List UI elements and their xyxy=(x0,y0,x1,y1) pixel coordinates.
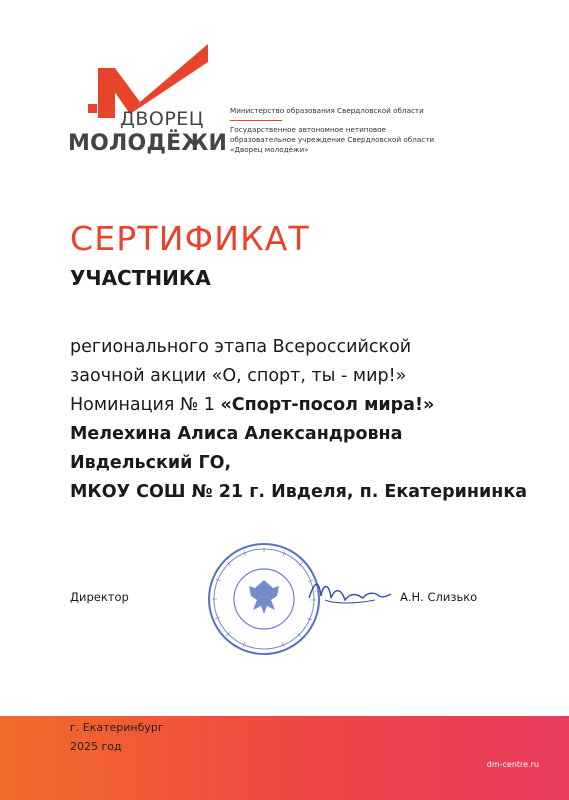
ministry-name: Министерство образования Свердловской области xyxy=(230,106,424,115)
logo-text-line2: МОЛОДЁЖИ xyxy=(68,131,228,156)
org-divider xyxy=(230,120,282,121)
nomination-name: «Спорт-посол мира!» xyxy=(220,395,435,415)
institution-line1: Государственное автономное нетиповое xyxy=(230,125,386,134)
footer-website: dm-centre.ru xyxy=(486,760,539,769)
participant-school: МКОУ СОШ № 21 г. Ивделя, п. Екатерининка xyxy=(70,482,528,502)
footer-year: 2025 год xyxy=(70,740,122,753)
nomination-prefix: Номинация № 1 xyxy=(70,395,221,415)
participant-district: Ивдельский ГО, xyxy=(70,453,232,473)
nomination-line xyxy=(70,391,550,420)
footer-location xyxy=(70,718,164,756)
event-line1: регионального этапа Всероссийской xyxy=(70,337,412,357)
participant-name: Мелехина Алиса Александровна xyxy=(70,424,403,444)
institution-line3: «Дворец молодёжи» xyxy=(230,145,309,154)
certificate-subtitle: УЧАСТНИКА xyxy=(70,266,211,290)
director-signature xyxy=(305,570,395,610)
certificate-body xyxy=(70,333,550,507)
footer-city: г. Екатеринбург xyxy=(70,721,164,734)
certificate-title: СЕРТИФИКАТ xyxy=(70,219,310,258)
director-role: Директор xyxy=(70,590,129,604)
director-name: А.Н. Слизько xyxy=(400,590,478,604)
event-line2: заочной акции «О, спорт, ты - мир!» xyxy=(70,366,407,386)
organization-info xyxy=(230,106,510,155)
logo-text-line1: ДВОРЕЦ xyxy=(120,108,205,130)
institution-line2: образовательное учреждение Свердловской области xyxy=(230,135,435,144)
